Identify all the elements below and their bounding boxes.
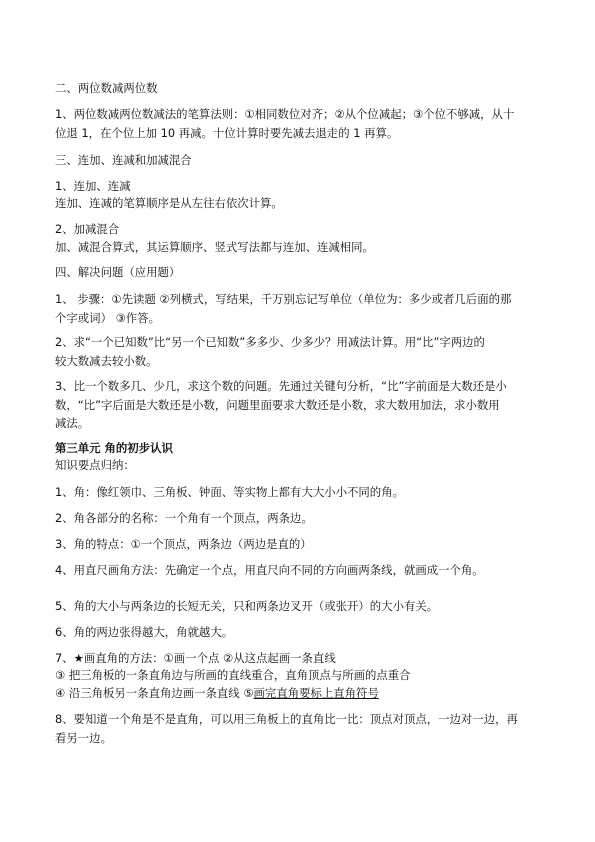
angle-item-1: 1、角：像红领巾、三角板、钟面、等实物上都有大大小小不同的角。 xyxy=(55,485,404,499)
section-2-rule-line-1: 1、两位数减两位数减法的笔算法则：①相同数位对齐；②从个位减起；③个位不够减，从十 xyxy=(55,107,515,121)
section-3-item-2-body: 加、减混合算式，其运算顺序、竖式写法都与连加、连减相同。 xyxy=(55,240,374,254)
angle-item-8-line-1: 8、要知道一个角是不是直角，可以用三角板上的直角比一比：顶点对顶点，一边对一边，再 xyxy=(55,712,518,726)
section-3-item-1-title: 1、连加、连减 xyxy=(55,179,131,193)
section-4-item-3-line-3: 减法。 xyxy=(55,416,90,430)
unit-3-title: 第三单元 角的初步认识 xyxy=(55,441,173,455)
angle-item-5: 5、角的大小与两条边的长短无关，只和两条边叉开（或张开）的大小有关。 xyxy=(55,599,439,613)
section-4-item-2-line-1: 2、求“一个已知数”比“另一个已知数”多多少、少多少？用减法计算。用“比”字两边的 xyxy=(55,335,485,349)
section-4-item-2-line-2: 较大数减去较小数。 xyxy=(55,354,158,368)
angle-item-7-line-3-text: ④ 沿三角板另一条直角边画一条直线 ⑤ xyxy=(55,686,254,700)
unit-3-subtitle: 知识要点归纳： xyxy=(55,458,135,472)
angle-item-4: 4、用直尺画角方法：先确定一个点，用直尺向不同的方向画两条线，就画成一个角。 xyxy=(55,563,484,577)
section-3-heading: 三、连加、连减和加减混合 xyxy=(55,153,192,167)
angle-item-7-line-3 xyxy=(55,686,379,700)
section-4-heading: 四、解决问题（应用题） xyxy=(55,265,181,279)
angle-item-2: 2、角各部分的名称：一个角有一个顶点，两条边。 xyxy=(55,511,313,525)
angle-item-3: 3、角的特点：①一个顶点，两条边（两边是直的） xyxy=(55,537,312,551)
section-3-item-2-title: 2、加减混合 xyxy=(55,222,120,236)
section-4-item-3-line-2: 数，“比”字后面是大数还是小数，问题里面要求大数还是小数，求大数用加法，求小数用 xyxy=(55,398,500,412)
section-4-item-1-line-2: 个字或词） ③作答。 xyxy=(55,311,160,325)
angle-item-7-underlined-text: 画完直角要标上直角符号 xyxy=(253,686,379,700)
section-2-rule-line-2: 位退 1，在个位上加 10 再减。十位计算时要先减去退走的 1 再算。 xyxy=(55,126,399,140)
section-3-item-1-body: 连加、连减的笔算顺序是从左往右依次计算。 xyxy=(55,196,283,210)
angle-item-7-line-2: ③ 把三角板的一条直角边与所画的直线重合，直角顶点与所画的点重合 xyxy=(55,668,411,682)
section-4-item-1-line-1: 1、 步骤：①先读题 ②列横式，写结果，千万别忘记写单位（单位为：多少或者几后面的那 xyxy=(55,292,512,306)
angle-item-6: 6、角的两边张得越大，角就越大。 xyxy=(55,625,234,639)
section-4-item-3-line-1: 3、比一个数多几、少几，求这个数的问题。先通过关键句分析，“比”字前面是大数还是小 xyxy=(55,379,507,393)
angle-item-8-line-2: 看另一边。 xyxy=(55,731,112,745)
angle-item-7-line-1: 7、★画直角的方法：①画一个点 ②从这点起画一条直线 xyxy=(55,651,336,665)
section-2-heading: 二、两位数减两位数 xyxy=(55,81,158,95)
